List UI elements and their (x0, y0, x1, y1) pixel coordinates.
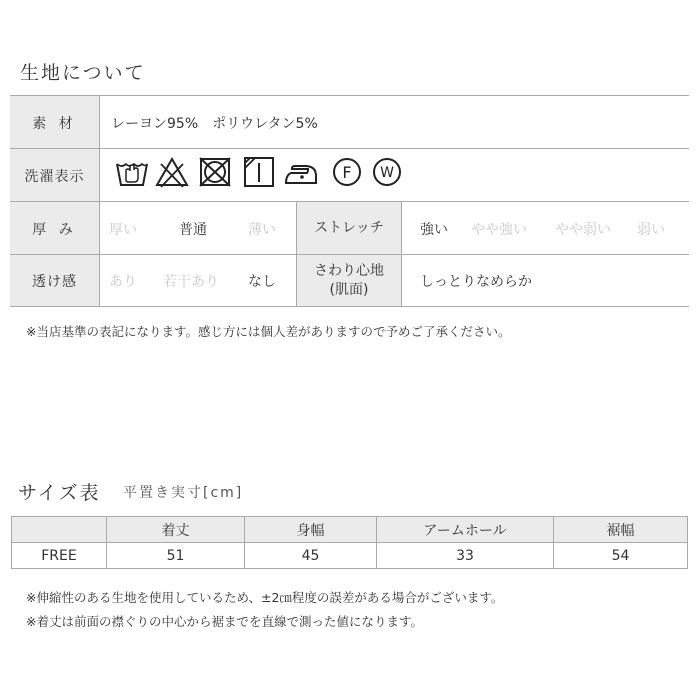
size-note-measurement: ※着丈は前面の襟ぐりの中心から裾までを直線で測った値になります。 (26, 614, 423, 629)
sheerness-feel-row (10, 254, 689, 307)
size-cell-hem-width: 54 (554, 543, 688, 569)
size-row-label: FREE (12, 543, 107, 569)
no-bleach-icon (154, 154, 190, 190)
sheerness-option-yes: あり (109, 273, 137, 290)
size-cell-length: 51 (107, 543, 245, 569)
size-header-width: 身幅 (245, 517, 377, 543)
wet-clean-letter: W (380, 165, 394, 181)
size-header-blank (12, 517, 107, 543)
fabric-section-title: 生地について (20, 62, 146, 84)
no-tumble-dry-icon (197, 154, 233, 190)
size-cell-width: 45 (245, 543, 377, 569)
feel-label-line1: さわり心地 (314, 262, 384, 279)
size-table (11, 516, 688, 569)
stretch-option-somewhat-weak: やや弱い (555, 221, 611, 238)
sheerness-option-slight: 若干あり (163, 273, 219, 290)
wet-clean-w-icon (369, 154, 405, 190)
size-header-length: 着丈 (107, 517, 245, 543)
thickness-label: 厚 み (10, 202, 100, 255)
size-section-subtitle: 平置き実寸[cm] (123, 485, 244, 501)
stretch-option-somewhat-strong: やや強い (471, 221, 527, 238)
material-row (10, 95, 689, 149)
feel-value: しっとりなめらか (420, 273, 532, 290)
size-cell-armhole: 33 (377, 543, 554, 569)
feel-label-line2: (肌面) (329, 281, 369, 298)
size-section-title: サイズ表 (18, 482, 101, 504)
sheerness-label: 透け感 (10, 255, 100, 306)
line-dry-shade-icon (241, 154, 277, 190)
material-label: 素 材 (10, 96, 100, 149)
fabric-note: ※当店基準の表記になります。感じ方には個人差がありますので予めご了承ください。 (26, 324, 511, 339)
thickness-option-thin: 薄い (248, 221, 276, 238)
fabric-table (10, 95, 689, 306)
sheerness-option-none: なし (248, 273, 276, 290)
size-header-hem-width: 裾幅 (554, 517, 688, 543)
stretch-option-strong: 強い (420, 221, 448, 238)
table-row (12, 543, 688, 569)
stretch-label-text: ストレッチ (314, 220, 384, 236)
stretch-option-weak: 弱い (637, 221, 665, 238)
size-header-armhole: アームホール (377, 517, 554, 543)
dry-clean-letter: F (342, 163, 352, 182)
material-value: レーヨン95% ポリウレタン5% (111, 115, 318, 132)
thickness-stretch-row (10, 201, 689, 255)
hand-wash-icon (114, 154, 150, 190)
size-table-header (12, 517, 688, 543)
care-row (10, 148, 689, 202)
care-label: 洗濯表示 (10, 149, 100, 202)
size-note-tolerance: ※伸縮性のある生地を使用しているため、±2㎝程度の誤差がある場合がございます。 (26, 590, 504, 605)
feel-label (296, 255, 402, 306)
dry-clean-f-icon (329, 154, 365, 190)
thickness-option-thick: 厚い (109, 221, 137, 238)
thickness-option-normal: 普通 (179, 221, 207, 238)
low-iron-icon (283, 154, 319, 190)
stretch-label (296, 202, 402, 255)
